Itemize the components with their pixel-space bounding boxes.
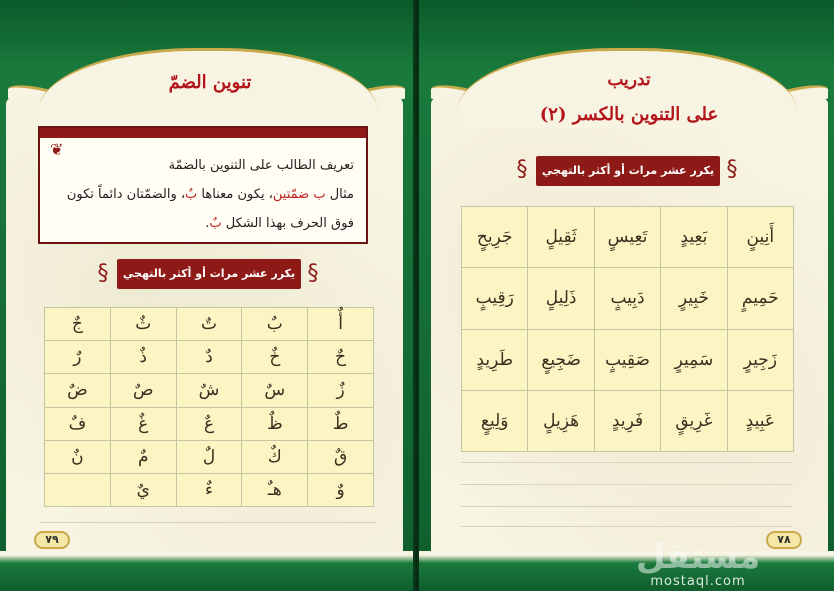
letter-cell: بٌ [242,308,307,340]
bottom-band [0,551,415,591]
letter-cell: زٌ [308,374,373,406]
instruction-banner: يكرر عشر مرات أو أكثر بالتهجي [117,259,301,289]
word-cell: ذَلِيلٍ [528,268,593,328]
word-cell: هَزِيلٍ [528,391,593,451]
letter-cell: كٌ [242,441,307,473]
letter-cell: دٌ [177,341,242,373]
letter-cell: ثٌ [111,308,176,340]
word-cell: دَبِيبٍ [595,268,660,328]
left-page [0,0,415,591]
letter-cell: حٌ [308,341,373,373]
letter-cell: سٌ [242,374,307,406]
letter-cell: لٌ [177,441,242,473]
letter-cell: قٌ [308,441,373,473]
letter-cell: ءٌ [177,474,242,506]
word-cell: طَرِيدٍ [462,330,527,390]
writing-line [461,526,793,527]
word-cell: عَبِيدٍ [728,391,793,451]
letter-cell: ضٌ [45,374,110,406]
word-cell: سَمِيرٍ [661,330,726,390]
letter-cell: غٌ [111,408,176,440]
page-number: ٧٩ [34,531,70,549]
writing-line [461,506,793,507]
letter-cell: صٌ [111,374,176,406]
info-line-1: تعريف الطالب على التنوين بالضمّة [168,158,354,173]
letter-cell: فٌ [45,408,110,440]
letter-cell: طٌ [308,408,373,440]
letter-cell: عٌ [177,408,242,440]
word-cell: ضَجِيعٍ [528,330,593,390]
word-cell: حَمِيمٍ [728,268,793,328]
page-subtitle: على التنوين بالكسر (٢) [539,104,719,125]
ornament-icon: § [726,157,738,182]
letter-cell: ذٌ [111,341,176,373]
ornament-icon: § [307,261,319,286]
word-cell: غَرِيقٍ [661,391,726,451]
letter-cell: أٌ [308,308,373,340]
word-cell: رَقِيبٍ [462,268,527,328]
word-cell: تَعِيسٍ [595,207,660,267]
letter-cell: هـٌ [242,474,307,506]
letter-cell: شٌ [177,374,242,406]
word-cell: صَقِيبٍ [595,330,660,390]
word-cell: فَرِيدٍ [595,391,660,451]
letter-cell: يٌ [111,474,176,506]
word-cell: ثَقِيلٍ [528,207,593,267]
letter-cell: خٌ [242,341,307,373]
word-cell: خَبِيرٍ [661,268,726,328]
watermark-logo: مستقل [635,537,761,577]
letter-cell [45,474,110,506]
watermark-url: mostaql.com [650,574,746,589]
page-title: تنوين الضمّ [168,72,252,93]
letters-grid [44,307,374,507]
info-line-2: مثال ب ضمّتين، يكون معناها بٌ، والضمّتان دائماً تكون [66,187,354,202]
letter-cell: جٌ [45,308,110,340]
letter-cell: وٌ [308,474,373,506]
writing-line [461,462,793,463]
word-cell: زَجِيرٍ [728,330,793,390]
letter-cell: رٌ [45,341,110,373]
writing-line [40,522,376,523]
page-number: ٧٨ [766,531,802,549]
letter-cell: ظٌ [242,408,307,440]
letter-cell: مٌ [111,441,176,473]
info-box-header-bar [40,128,366,138]
letter-cell: تٌ [177,308,242,340]
word-cell: بَعِيدٍ [661,207,726,267]
ornament-icon: ❦ [50,140,64,159]
page-title: تدريب [607,70,651,90]
instruction-banner: يكرر عشر مرات أو أكثر بالتهجي [536,156,720,186]
word-cell: وَلِيعٍ [462,391,527,451]
word-cell: أَنِينٍ [728,207,793,267]
words-grid [461,206,794,452]
ornament-icon: § [516,157,528,182]
word-cell: جَرِيحٍ [462,207,527,267]
info-box [38,126,368,244]
letter-cell: نٌ [45,441,110,473]
info-line-3: فوق الحرف بهذا الشكل بٌ. [205,216,354,231]
ornament-icon: § [97,261,109,286]
writing-line [461,484,793,485]
